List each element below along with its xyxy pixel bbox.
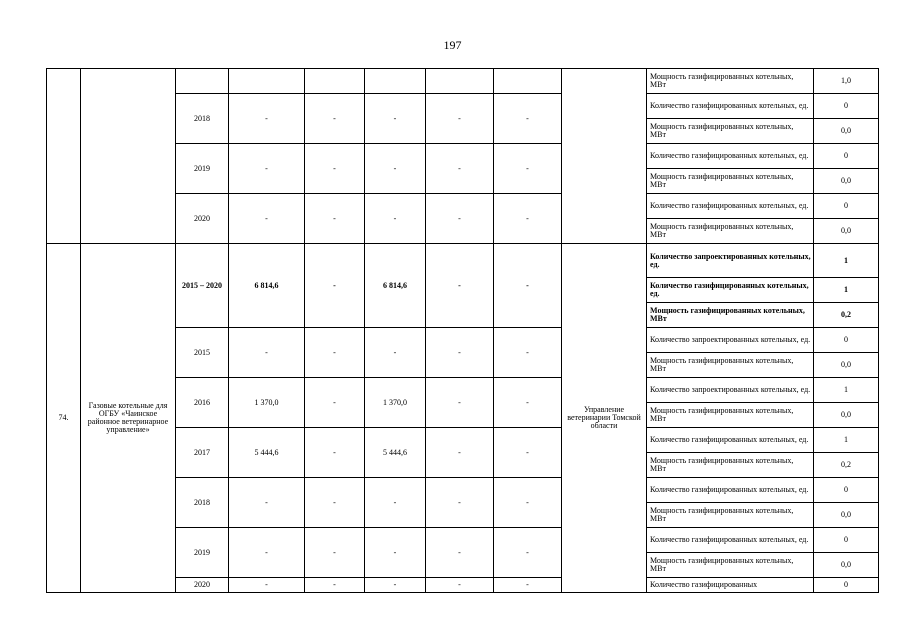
indicator-cell: Количество газифицированных [647,578,814,593]
indicator-value: 0,2 [814,303,879,328]
amount-cell: - [494,244,562,328]
amount-cell: - [494,578,562,593]
program-table [46,68,879,593]
amount-cell: - [305,578,365,593]
item-number-cell [47,69,81,244]
indicator-cell: Мощность газифицированных котельных, МВт [647,119,814,144]
amount-cell: - [305,244,365,328]
indicator-cell: Количество газифицированных котельных, ед. [647,478,814,503]
executor-cell [562,69,647,244]
amount-cell: - [365,144,426,194]
year-cell: 2018 [176,94,229,144]
indicator-cell: Количество газифицированных котельных, ед. [647,94,814,119]
indicator-value: 1 [814,278,879,303]
amount-cell: - [426,528,494,578]
amount-cell: - [305,194,365,244]
amount-cell: - [494,328,562,378]
amount-cell: - [229,528,305,578]
indicator-value: 1,0 [814,69,879,94]
amount-cell: - [426,194,494,244]
table-cell [305,69,365,94]
indicator-cell: Количество газифицированных котельных, ед. [647,144,814,169]
indicator-value: 0,0 [814,353,879,378]
table-cell [229,69,305,94]
table-row [47,244,879,278]
indicator-cell: Количество запроектированных котельных, ед. [647,328,814,353]
indicator-value: 1 [814,378,879,403]
table-cell [426,69,494,94]
year-cell: 2017 [176,428,229,478]
executor-cell: Управление ветеринарии Томской области [562,244,647,593]
amount-cell: - [365,328,426,378]
amount-cell: 6 814,6 [229,244,305,328]
amount-cell: - [229,194,305,244]
amount-cell: - [426,478,494,528]
indicator-value: 0 [814,478,879,503]
amount-cell: - [305,378,365,428]
indicator-cell: Мощность газифицированных котельных, МВт [647,169,814,194]
item-number-cell: 74. [47,244,81,593]
indicator-value: 0,0 [814,553,879,578]
table-row [47,69,879,94]
amount-cell: - [494,194,562,244]
amount-cell: - [365,528,426,578]
indicator-cell: Мощность газифицированных котельных, МВт [647,503,814,528]
year-cell: 2020 [176,578,229,593]
amount-cell: - [305,528,365,578]
table-cell [176,69,229,94]
amount-cell: - [229,328,305,378]
indicator-cell: Количество запроектированных котельных, ед. [647,378,814,403]
indicator-cell: Мощность газифицированных котельных, МВт [647,219,814,244]
amount-cell: - [494,144,562,194]
amount-cell: - [305,328,365,378]
amount-cell: 5 444,6 [365,428,426,478]
indicator-value: 1 [814,428,879,453]
indicator-cell: Мощность газифицированных котельных, МВт [647,303,814,328]
indicator-cell: Мощность газифицированных котельных, МВт [647,403,814,428]
page-number: 197 [443,38,462,52]
amount-cell: - [494,428,562,478]
year-cell: 2018 [176,478,229,528]
year-cell: 2015 – 2020 [176,244,229,328]
indicator-value: 0 [814,578,879,593]
amount-cell: - [305,144,365,194]
indicator-value: 0 [814,194,879,219]
indicator-value: 0 [814,528,879,553]
indicator-cell: Количество газифицированных котельных, ед. [647,278,814,303]
indicator-value: 0 [814,94,879,119]
indicator-value: 0,0 [814,169,879,194]
amount-cell: - [494,528,562,578]
indicator-cell: Мощность газифицированных котельных, МВт [647,553,814,578]
indicator-value: 1 [814,244,879,278]
amount-cell: - [494,378,562,428]
amount-cell: - [229,578,305,593]
indicator-value: 0,2 [814,453,879,478]
indicator-value: 0,0 [814,403,879,428]
indicator-cell: Количество газифицированных котельных, ед. [647,428,814,453]
amount-cell: 5 444,6 [229,428,305,478]
indicator-cell: Мощность газифицированных котельных, МВт [647,453,814,478]
amount-cell: 6 814,6 [365,244,426,328]
amount-cell: - [426,94,494,144]
amount-cell: - [426,244,494,328]
item-name-cell: Газовые котельные для ОГБУ «Чаинское районное ветеринарное управление» [81,244,176,593]
indicator-value: 0 [814,328,879,353]
amount-cell: - [426,328,494,378]
amount-cell: - [365,194,426,244]
indicator-cell: Количество газифицированных котельных, ед. [647,528,814,553]
year-cell: 2020 [176,194,229,244]
amount-cell: - [229,144,305,194]
amount-cell: - [494,94,562,144]
indicator-value: 0,0 [814,119,879,144]
amount-cell: - [305,478,365,528]
amount-cell: 1 370,0 [365,378,426,428]
year-cell: 2019 [176,144,229,194]
amount-cell: - [426,144,494,194]
amount-cell: - [229,94,305,144]
amount-cell: 1 370,0 [229,378,305,428]
amount-cell: - [426,578,494,593]
indicator-cell: Мощность газифицированных котельных, МВт [647,69,814,94]
indicator-value: 0 [814,144,879,169]
amount-cell: - [365,578,426,593]
table-cell [494,69,562,94]
year-cell: 2019 [176,528,229,578]
indicator-cell: Количество газифицированных котельных, ед. [647,194,814,219]
indicator-value: 0,0 [814,503,879,528]
indicator-cell: Мощность газифицированных котельных, МВт [647,353,814,378]
year-cell: 2015 [176,328,229,378]
amount-cell: - [305,428,365,478]
amount-cell: - [229,478,305,528]
amount-cell: - [426,378,494,428]
amount-cell: - [305,94,365,144]
indicator-value: 0,0 [814,219,879,244]
amount-cell: - [426,428,494,478]
year-cell: 2016 [176,378,229,428]
indicator-cell: Количество запроектированных котельных, ед. [647,244,814,278]
amount-cell: - [494,478,562,528]
amount-cell: - [365,478,426,528]
item-name-cell [81,69,176,244]
amount-cell: - [365,94,426,144]
table-cell [365,69,426,94]
